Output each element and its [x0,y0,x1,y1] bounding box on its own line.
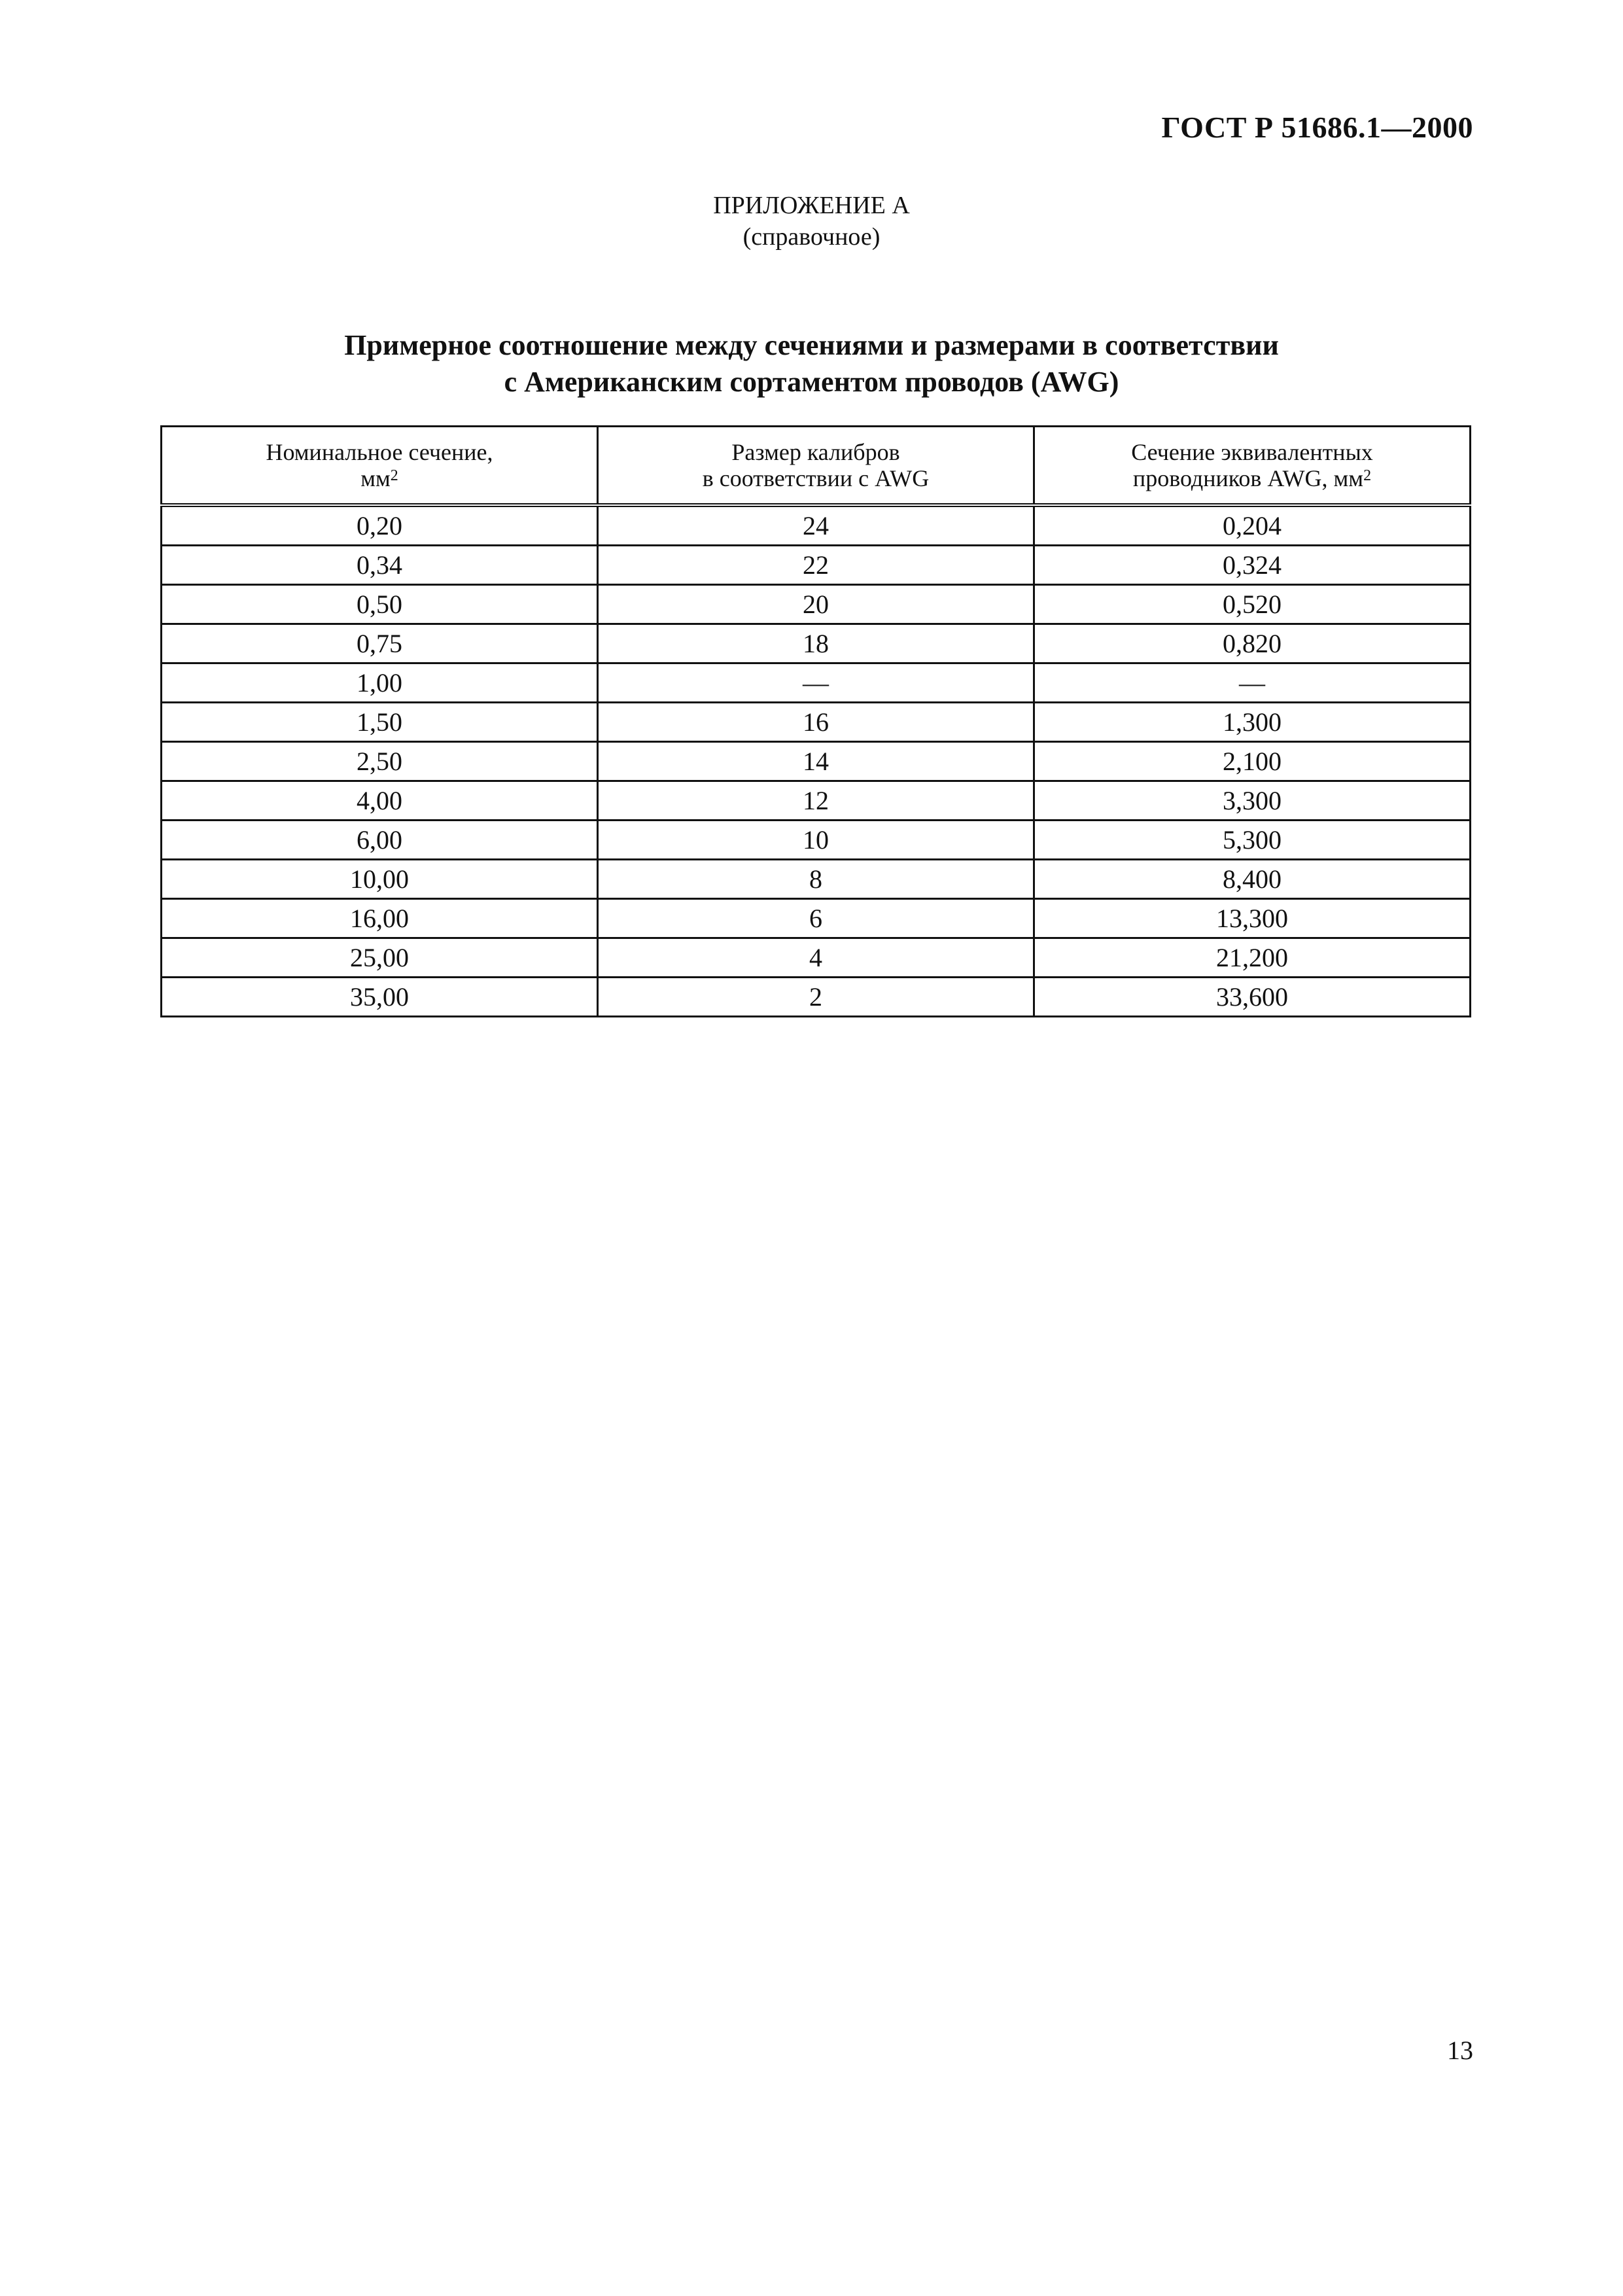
cell-awg-size: 22 [598,546,1034,585]
cell-equivalent-section: 0,520 [1034,585,1471,624]
table-header-row [162,427,1471,506]
cell-equivalent-section: 1,300 [1034,703,1471,742]
cell-nominal-section: 0,20 [162,505,598,546]
table-row [162,703,1471,742]
cell-awg-size: 10 [598,821,1034,860]
header-superscript: 2 [390,467,398,484]
table-row [162,663,1471,703]
cell-equivalent-section: 8,400 [1034,860,1471,899]
cell-awg-size: 12 [598,781,1034,821]
cell-nominal-section: 0,50 [162,585,598,624]
cell-nominal-section: 0,34 [162,546,598,585]
cell-equivalent-section: 0,820 [1034,624,1471,663]
table-row [162,624,1471,663]
cell-awg-size: 16 [598,703,1034,742]
cell-equivalent-section: 13,300 [1034,899,1471,938]
table-title-line-2: с Американским сортаментом проводов (AWG) [504,366,1119,398]
table-row [162,938,1471,978]
cell-equivalent-section: 2,100 [1034,742,1471,781]
cell-awg-size: 18 [598,624,1034,663]
table-title [0,327,1623,400]
cell-awg-size: 8 [598,860,1034,899]
cell-awg-size: 2 [598,978,1034,1017]
cell-awg-size: 24 [598,505,1034,546]
cell-awg-size: 6 [598,899,1034,938]
cell-equivalent-section: 5,300 [1034,821,1471,860]
cell-awg-size: 14 [598,742,1034,781]
cell-equivalent-section: 0,324 [1034,546,1471,585]
cell-nominal-section: 0,75 [162,624,598,663]
header-awg-size [598,427,1034,506]
cell-equivalent-section: — [1034,663,1471,703]
header-line-1: Сечение эквивалентных [1131,439,1373,465]
header-line-1: Размер калибров [731,439,900,465]
table-row [162,978,1471,1017]
table-row [162,899,1471,938]
appendix-title: ПРИЛОЖЕНИЕ А [713,192,910,219]
cell-awg-size: — [598,663,1034,703]
cell-nominal-section: 2,50 [162,742,598,781]
cell-nominal-section: 6,00 [162,821,598,860]
header-nominal-section [162,427,598,506]
cell-nominal-section: 4,00 [162,781,598,821]
header-unit: проводников AWG, мм [1132,465,1364,491]
table-row [162,742,1471,781]
table-row [162,585,1471,624]
table-row [162,821,1471,860]
table-body [162,505,1471,1017]
header-line-2 [1035,465,1469,491]
document-code: ГОСТ Р 51686.1—2000 [1161,111,1473,144]
cell-awg-size: 4 [598,938,1034,978]
awg-correspondence-table [160,425,1471,1017]
cell-nominal-section: 16,00 [162,899,598,938]
page-number: 13 [1447,2036,1473,2065]
appendix-heading [0,190,1623,253]
header-unit: в соответствии с AWG [702,465,930,491]
header-line-2 [599,465,1033,491]
table-row [162,546,1471,585]
appendix-subtitle: (справочное) [742,223,881,251]
cell-nominal-section: 25,00 [162,938,598,978]
header-line-2 [162,465,597,491]
header-equivalent-section [1034,427,1471,506]
cell-nominal-section: 1,50 [162,703,598,742]
header-line-1: Номинальное сечение, [266,439,493,465]
cell-equivalent-section: 3,300 [1034,781,1471,821]
cell-nominal-section: 1,00 [162,663,598,703]
cell-equivalent-section: 0,204 [1034,505,1471,546]
table-title-line-1: Примерное соотношение между сечениями и размерами в соответствии [344,329,1279,361]
table-row [162,781,1471,821]
cell-awg-size: 20 [598,585,1034,624]
table-row [162,860,1471,899]
cell-nominal-section: 35,00 [162,978,598,1017]
cell-equivalent-section: 21,200 [1034,938,1471,978]
header-superscript: 2 [1363,467,1372,484]
cell-nominal-section: 10,00 [162,860,598,899]
header-unit: мм [360,465,391,491]
cell-equivalent-section: 33,600 [1034,978,1471,1017]
table-row [162,505,1471,546]
